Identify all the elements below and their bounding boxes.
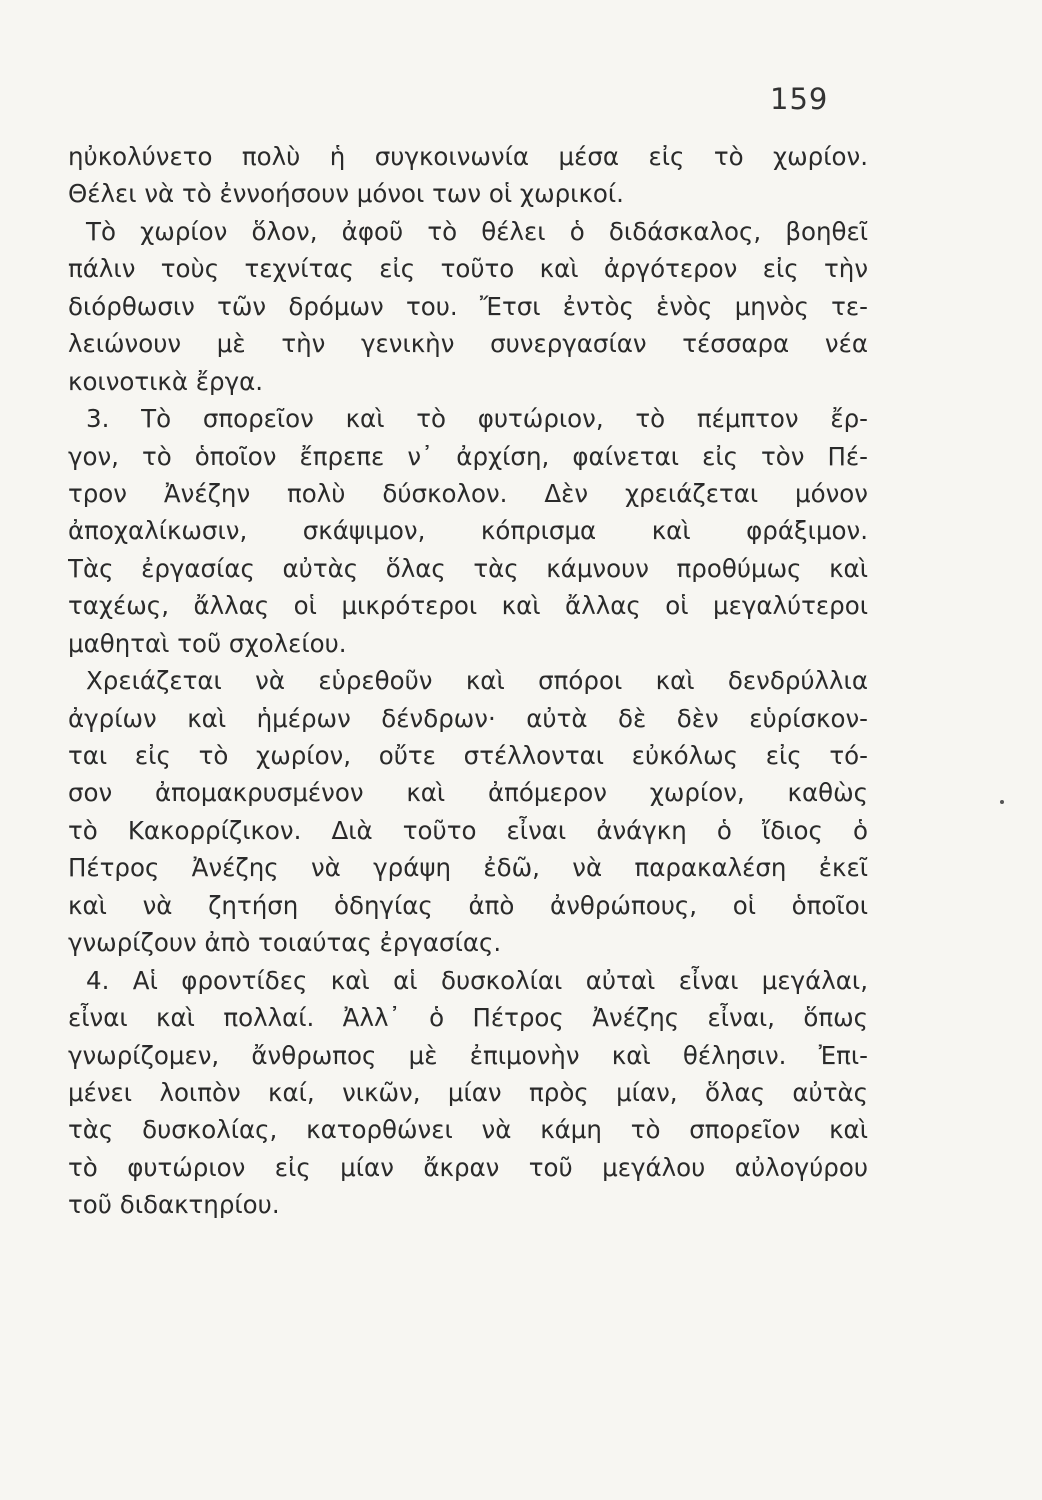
text-line: τὰς δυσκολίας, κατορθώνει νὰ κάμη τὸ σπορεῖον καὶ <box>68 1115 868 1145</box>
text-line: γον, τὸ ὁποῖον ἔπρεπε ν᾽ ἀρχίση, φαίνεται εἰς τὸν Πέ- <box>68 441 868 471</box>
text-line: Θέλει νὰ τὸ ἐννοήσουν μόνοι των οἱ χωρικοί. <box>68 179 624 209</box>
text-line: γνωρίζομεν, ἄνθρωπος μὲ ἐπιμονὴν καὶ θέλησιν. Ἐπι- <box>68 1040 868 1070</box>
page-number: 159 <box>770 82 829 116</box>
text-line: κοινοτικὰ ἔργα. <box>68 366 264 396</box>
text-line: ταχέως, ἄλλας οἱ μικρότεροι καὶ ἄλλας οἱ μεγαλύτεροι <box>68 591 868 621</box>
text-line: γνωρίζουν ἀπὸ τοιαύτας ἐργασίας. <box>68 928 502 958</box>
text-line: 3. Τὸ σπορεῖον καὶ τὸ φυτώριον, τὸ πέμπτον ἔρ- <box>86 404 868 434</box>
text-line: καὶ νὰ ζητήση ὁδηγίας ἀπὸ ἀνθρώπους, οἱ ὁποῖοι <box>68 890 868 920</box>
text-line: Τὰς ἐργασίας αὐτὰς ὅλας τὰς κάμνουν προθύμως καὶ <box>68 553 868 583</box>
text-line: μένει λοιπὸν καί, νικῶν, μίαν πρὸς μίαν, ὅλας αὐτὰς <box>68 1077 868 1107</box>
text-line: ηὐκολύνετο πολὺ ἡ συγκοινωνία μέσα εἰς τὸ χωρίον. <box>68 142 868 171</box>
text-line: ται εἰς τὸ χωρίον, οὔτε στέλλονται εὐκόλως εἰς τό- <box>68 741 868 770</box>
text-line: ἀγρίων καὶ ἡμέρων δένδρων· αὐτὰ δὲ δὲν εὑρίσκον- <box>68 703 868 733</box>
text-line: τὸ Κακορρίζικον. Διὰ τοῦτο εἶναι ἀνάγκη ὁ ἴδιος ὁ <box>68 815 868 845</box>
ink-speck <box>1000 800 1004 804</box>
text-line: σον ἀπομακρυσμένον καὶ ἀπόμερον χωρίον, καθὼς <box>68 778 868 808</box>
body-text <box>68 138 868 1224</box>
text-line: Πέτρος Ἀνέζης νὰ γράψη ἐδῶ, νὰ παρακαλέση ἐκεῖ <box>68 853 868 883</box>
text-line: πάλιν τοὺς τεχνίτας εἰς τοῦτο καὶ ἀργότερον εἰς τὴν <box>68 254 868 284</box>
text-line: ἀποχαλίκωσιν, σκάψιμον, κόπρισμα καὶ φράξιμον. <box>68 516 868 546</box>
text-line: μαθηταὶ τοῦ σχολείου. <box>68 628 347 658</box>
text-line: Τὸ χωρίον ὅλον, ἀφοῦ τὸ θέλει ὁ διδάσκαλος, βοηθεῖ <box>86 216 868 246</box>
text-line: διόρθωσιν τῶν δρόμων του. Ἔτσι ἐντὸς ἑνὸς μηνὸς τε- <box>68 291 868 321</box>
text-line: Χρειάζεται νὰ εὑρεθοῦν καὶ σπόροι καὶ δενδρύλλια <box>86 666 868 696</box>
text-line: τρον Ἀνέζην πολὺ δύσκολον. Δὲν χρειάζεται μόνον <box>68 478 868 508</box>
text-line: εἶναι καὶ πολλαί. Ἀλλ᾽ ὁ Πέτρος Ἀνέζης εἶναι, ὅπως <box>68 1003 868 1033</box>
text-line: τὸ φυτώριον εἰς μίαν ἄκραν τοῦ μεγάλου αὐλογύρου <box>68 1152 868 1182</box>
text-line: 4. Αἱ φροντίδες καὶ αἱ δυσκολίαι αὐταὶ εἶναι μεγάλαι, <box>86 965 868 995</box>
text-line: λειώνουν μὲ τὴν γενικὴν συνεργασίαν τέσσαρα νέα <box>68 329 868 359</box>
text-line: τοῦ διδακτηρίου. <box>68 1190 280 1220</box>
